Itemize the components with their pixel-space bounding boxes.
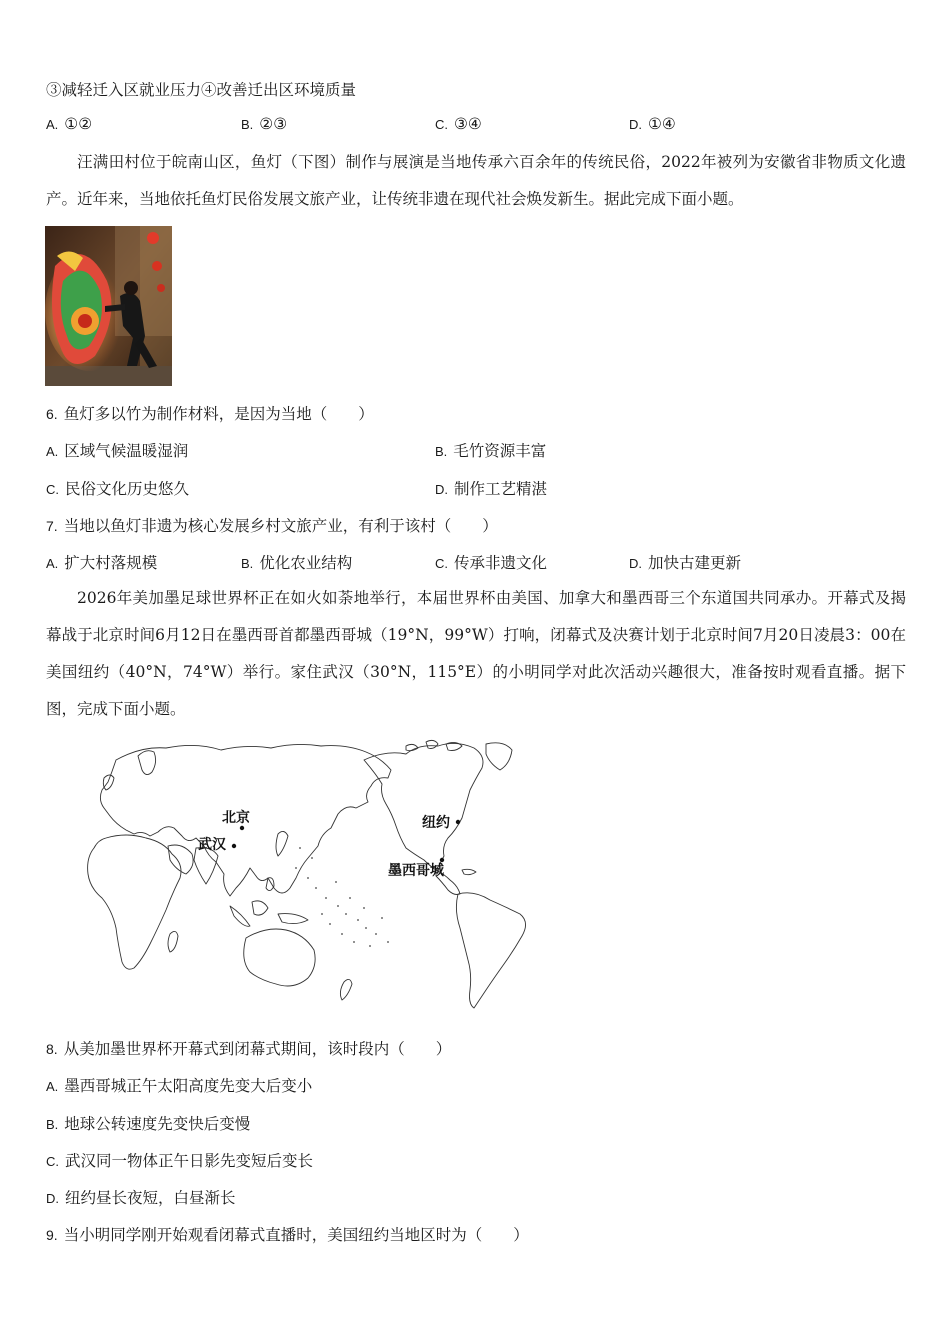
prev-option-d[interactable]	[629, 115, 676, 133]
option-key: A.	[46, 1079, 59, 1094]
q8-option-c[interactable]	[46, 1149, 313, 1171]
mexico-city-dot	[440, 858, 444, 862]
option-text: ①④	[648, 115, 676, 133]
option-text: 扩大村落规模	[64, 554, 158, 572]
philippines-outline	[266, 878, 274, 891]
prev-option-a[interactable]	[46, 115, 92, 133]
south-america-outline	[456, 893, 525, 1008]
option-text: 纽约昼长夜短，白昼渐长	[65, 1189, 236, 1207]
wuhan-label: 武汉	[198, 837, 226, 853]
option-text: ①②	[64, 115, 93, 133]
q8-option-a[interactable]	[46, 1074, 312, 1096]
option-text: 武汉同一物体正午日影先变短后变长	[65, 1152, 314, 1170]
prev-question-option-line: ③减轻迁入区就业压力④改善迁出区环境质量	[46, 81, 357, 99]
beijing-dot	[240, 826, 244, 830]
q6-option-c[interactable]	[46, 477, 189, 499]
q8-option-b[interactable]	[46, 1112, 250, 1134]
passage-fish-lantern: 汪满田村位于皖南山区，鱼灯（下图）制作与展演是当地传承六百余年的传统民俗，2022年被列为安徽省非物质文化遗产。近年来，当地依托鱼灯民俗发展文旅产业，让传统非遗在现代社会焕发新生。据此完成下面小题。	[46, 153, 906, 208]
caribbean-outline	[462, 869, 476, 874]
question-8	[46, 1037, 451, 1059]
greenland-outline	[486, 743, 512, 770]
q7-option-b[interactable]	[241, 551, 352, 573]
world-map	[46, 738, 540, 1018]
option-text: 墨西哥城正午太阳高度先变大后变小	[64, 1077, 313, 1095]
q6-option-b[interactable]	[435, 439, 546, 461]
option-key: B.	[46, 1117, 59, 1132]
option-key: B.	[241, 556, 254, 571]
q8-option-d[interactable]	[46, 1186, 236, 1208]
option-key: D.	[629, 117, 642, 132]
question-number: 9.	[46, 1227, 58, 1243]
q7-option-d[interactable]	[629, 551, 741, 573]
africa-outline	[88, 835, 181, 969]
option-key: C.	[435, 556, 448, 571]
newyork-label: 纽约	[422, 815, 450, 831]
madagascar-outline	[168, 931, 178, 952]
sumatra-outline	[230, 906, 250, 926]
option-text: 地球公转速度先变快后变慢	[64, 1115, 251, 1133]
prev-option-b[interactable]	[241, 115, 287, 133]
q6-option-a[interactable]	[46, 439, 188, 461]
question-stem: 鱼灯多以竹为制作材料，是因为当地（ ）	[63, 405, 374, 423]
question-7	[46, 514, 498, 536]
q6-option-d[interactable]	[435, 477, 547, 499]
britain-outline	[103, 775, 114, 790]
option-text: ③④	[454, 115, 482, 133]
question-number: 7.	[46, 518, 58, 534]
option-text: ②③	[259, 115, 288, 133]
option-text: 区域气候温暖湿润	[64, 442, 189, 460]
mexico-city-label: 墨西哥城	[388, 863, 444, 879]
question-stem: 从美加墨世界杯开幕式到闭幕式期间，该时段内（ ）	[63, 1040, 452, 1058]
option-key: C.	[435, 117, 448, 132]
option-key: A.	[46, 444, 59, 459]
beijing-label: 北京	[222, 810, 250, 826]
newyork-dot	[456, 820, 460, 824]
option-key: A.	[46, 556, 59, 571]
pacific-islands	[295, 847, 389, 947]
question-stem: 当地以鱼灯非遗为核心发展乡村文旅产业，有利于该村（ ）	[63, 517, 498, 535]
fish-lantern-photo	[45, 226, 172, 386]
question-number: 6.	[46, 406, 58, 422]
option-key: D.	[46, 1191, 59, 1206]
india-outline	[194, 848, 218, 884]
option-key: B.	[241, 117, 254, 132]
option-text: 优化农业结构	[259, 554, 353, 572]
scandinavia-outline	[138, 751, 156, 775]
option-key: B.	[435, 444, 448, 459]
north-america-outline	[364, 743, 483, 870]
passage-world-cup: 2026年美加墨足球世界杯正在如火如荼地举行，本届世界杯由美国、加拿大和墨西哥三个东道国共同承办。开幕式及揭幕战于北京时间6月12日在墨西哥首都墨西哥城（19°N，99°W）打响，闭幕式及决赛计划于北京时间7月20日凌晨3：00在美国纽约（40°N，74°W）举行。家住武汉（30°N，115°E）的小明同学对此次活动兴趣很大，准备按时观看直播。据下图，完成下面小题。	[46, 589, 906, 718]
question-stem: 当小明同学刚开始观看闭幕式直播时，美国纽约当地区时为（ ）	[63, 1226, 529, 1244]
question-6	[46, 402, 374, 424]
prev-option-c[interactable]	[435, 115, 482, 133]
option-text: 毛竹资源丰富	[453, 442, 547, 460]
option-text: 民俗文化历史悠久	[65, 480, 190, 498]
option-text: 制作工艺精湛	[454, 480, 548, 498]
new-zealand-outline	[340, 979, 352, 1000]
option-text: 传承非遗文化	[454, 554, 548, 572]
q7-option-c[interactable]	[435, 551, 547, 573]
option-key: D.	[435, 482, 448, 497]
option-key: C.	[46, 482, 59, 497]
option-key: D.	[629, 556, 642, 571]
question-9	[46, 1223, 529, 1245]
q7-option-a[interactable]	[46, 551, 157, 573]
new-guinea-outline	[278, 914, 308, 924]
option-key: A.	[46, 117, 59, 132]
question-number: 8.	[46, 1041, 58, 1057]
borneo-outline	[252, 901, 268, 915]
wuhan-dot	[232, 844, 236, 848]
australia-outline	[244, 929, 315, 986]
japan-outline	[276, 831, 288, 856]
option-text: 加快古建更新	[648, 554, 742, 572]
option-key: C.	[46, 1154, 59, 1169]
